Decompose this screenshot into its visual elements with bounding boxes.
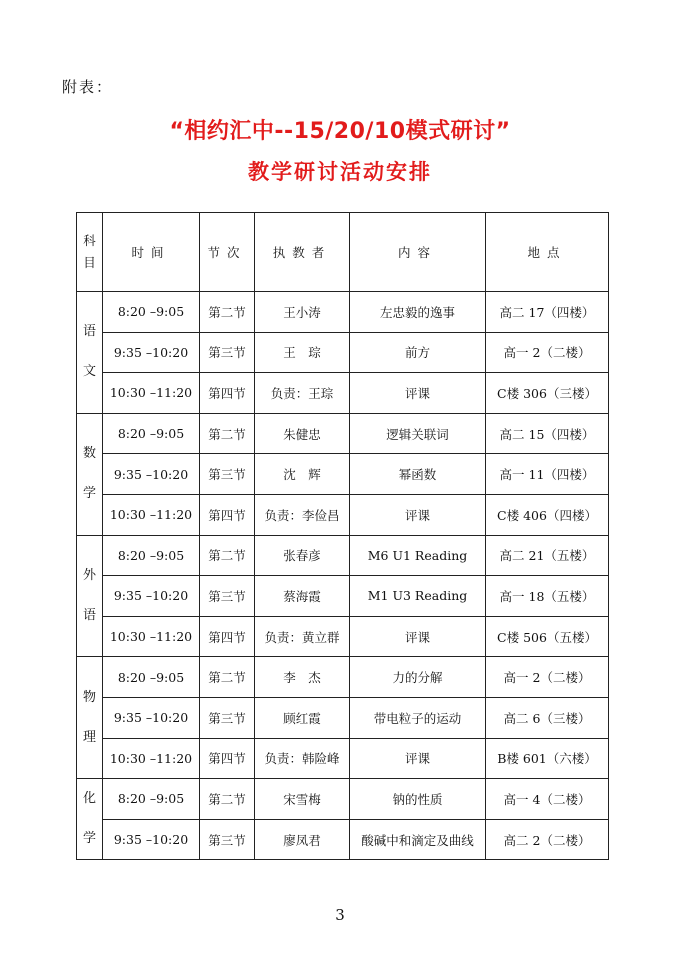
teacher-cell: 负责：黄立群 (255, 616, 350, 657)
period-cell: 第四节 (200, 373, 255, 414)
time-cell: 10:30 –11:20 (103, 738, 200, 779)
location-cell: C楼 506（五楼） (486, 616, 609, 657)
content-cell: 带电粒子的运动 (350, 697, 486, 738)
content-cell: 逻辑关联词 (350, 413, 486, 454)
location-cell: 高一 2（二楼） (486, 657, 609, 698)
table-row (77, 576, 609, 617)
title-line-2: 教学研讨活动安排 (248, 160, 432, 184)
time-cell: 9:35 –10:20 (103, 819, 200, 860)
teacher-cell: 沈 辉 (255, 454, 350, 495)
content-cell: M6 U1 Reading (350, 535, 486, 576)
header-subject: 科 目 (77, 213, 103, 292)
location-cell: 高一 18（五楼） (486, 576, 609, 617)
time-cell: 9:35 –10:20 (103, 454, 200, 495)
header-period: 节次 (200, 213, 255, 292)
time-cell: 8:20 –9:05 (103, 657, 200, 698)
teacher-cell: 蔡海霞 (255, 576, 350, 617)
teacher-cell: 张春彦 (255, 535, 350, 576)
subject-cell: 语 文 (77, 292, 103, 414)
period-cell: 第二节 (200, 535, 255, 576)
content-cell: 力的分解 (350, 657, 486, 698)
period-cell: 第三节 (200, 697, 255, 738)
table-row (77, 535, 609, 576)
teacher-cell: 朱健忠 (255, 413, 350, 454)
content-cell: 幂函数 (350, 454, 486, 495)
time-cell: 8:20 –9:05 (103, 779, 200, 820)
location-cell: 高一 4（二楼） (486, 779, 609, 820)
content-cell: 评课 (350, 738, 486, 779)
content-cell: 酸碱中和滴定及曲线 (350, 819, 486, 860)
teacher-cell: 王 琮 (255, 332, 350, 373)
header-location: 地点 (486, 213, 609, 292)
table-row (77, 779, 609, 820)
content-cell: 前方 (350, 332, 486, 373)
period-cell: 第四节 (200, 494, 255, 535)
location-cell: 高一 2（二楼） (486, 332, 609, 373)
location-cell: C楼 406（四楼） (486, 494, 609, 535)
annex-label: 附表： (62, 78, 114, 96)
time-cell: 8:20 –9:05 (103, 535, 200, 576)
content-cell: 评课 (350, 616, 486, 657)
table-header-row (77, 213, 609, 292)
location-cell: C楼 306（三楼） (486, 373, 609, 414)
header-time: 时间 (103, 213, 200, 292)
content-cell: M1 U3 Reading (350, 576, 486, 617)
teacher-cell: 宋雪梅 (255, 779, 350, 820)
content-cell: 钠的性质 (350, 779, 486, 820)
location-cell: 高二 2（二楼） (486, 819, 609, 860)
period-cell: 第四节 (200, 616, 255, 657)
table-row (77, 738, 609, 779)
period-cell: 第二节 (200, 779, 255, 820)
subject-cell: 物 理 (77, 657, 103, 779)
content-cell: 左忠毅的逸事 (350, 292, 486, 333)
subject-cell: 化 学 (77, 779, 103, 860)
time-cell: 10:30 –11:20 (103, 373, 200, 414)
period-cell: 第二节 (200, 657, 255, 698)
table-row (77, 292, 609, 333)
period-cell: 第三节 (200, 576, 255, 617)
teacher-cell: 王小涛 (255, 292, 350, 333)
subject-cell: 外 语 (77, 535, 103, 657)
period-cell: 第三节 (200, 454, 255, 495)
table-row (77, 819, 609, 860)
table-row (77, 373, 609, 414)
title-line-1: “相约汇中--15/20/10模式研讨” (169, 119, 511, 144)
location-cell: B楼 601（六楼） (486, 738, 609, 779)
time-cell: 9:35 –10:20 (103, 576, 200, 617)
period-cell: 第三节 (200, 819, 255, 860)
location-cell: 高二 15（四楼） (486, 413, 609, 454)
time-cell: 9:35 –10:20 (103, 697, 200, 738)
time-cell: 10:30 –11:20 (103, 616, 200, 657)
header-content: 内容 (350, 213, 486, 292)
time-cell: 10:30 –11:20 (103, 494, 200, 535)
table-row (77, 413, 609, 454)
teacher-cell: 负责：李俭昌 (255, 494, 350, 535)
period-cell: 第二节 (200, 292, 255, 333)
teacher-cell: 负责：韩险峰 (255, 738, 350, 779)
header-teacher: 执教者 (255, 213, 350, 292)
time-cell: 8:20 –9:05 (103, 413, 200, 454)
period-cell: 第二节 (200, 413, 255, 454)
table-row (77, 616, 609, 657)
location-cell: 高二 6（三楼） (486, 697, 609, 738)
location-cell: 高二 21（五楼） (486, 535, 609, 576)
schedule-table (76, 212, 609, 860)
table-row (77, 494, 609, 535)
subject-cell: 数 学 (77, 413, 103, 535)
teacher-cell: 廖凤君 (255, 819, 350, 860)
teacher-cell: 负责：王琮 (255, 373, 350, 414)
content-cell: 评课 (350, 494, 486, 535)
table-row (77, 332, 609, 373)
table-row (77, 697, 609, 738)
teacher-cell: 李 杰 (255, 657, 350, 698)
period-cell: 第四节 (200, 738, 255, 779)
location-cell: 高二 17（四楼） (486, 292, 609, 333)
table-row (77, 454, 609, 495)
period-cell: 第三节 (200, 332, 255, 373)
time-cell: 9:35 –10:20 (103, 332, 200, 373)
time-cell: 8:20 –9:05 (103, 292, 200, 333)
page-number: 3 (335, 906, 345, 924)
teacher-cell: 顾红霞 (255, 697, 350, 738)
content-cell: 评课 (350, 373, 486, 414)
location-cell: 高一 11（四楼） (486, 454, 609, 495)
table-row (77, 657, 609, 698)
